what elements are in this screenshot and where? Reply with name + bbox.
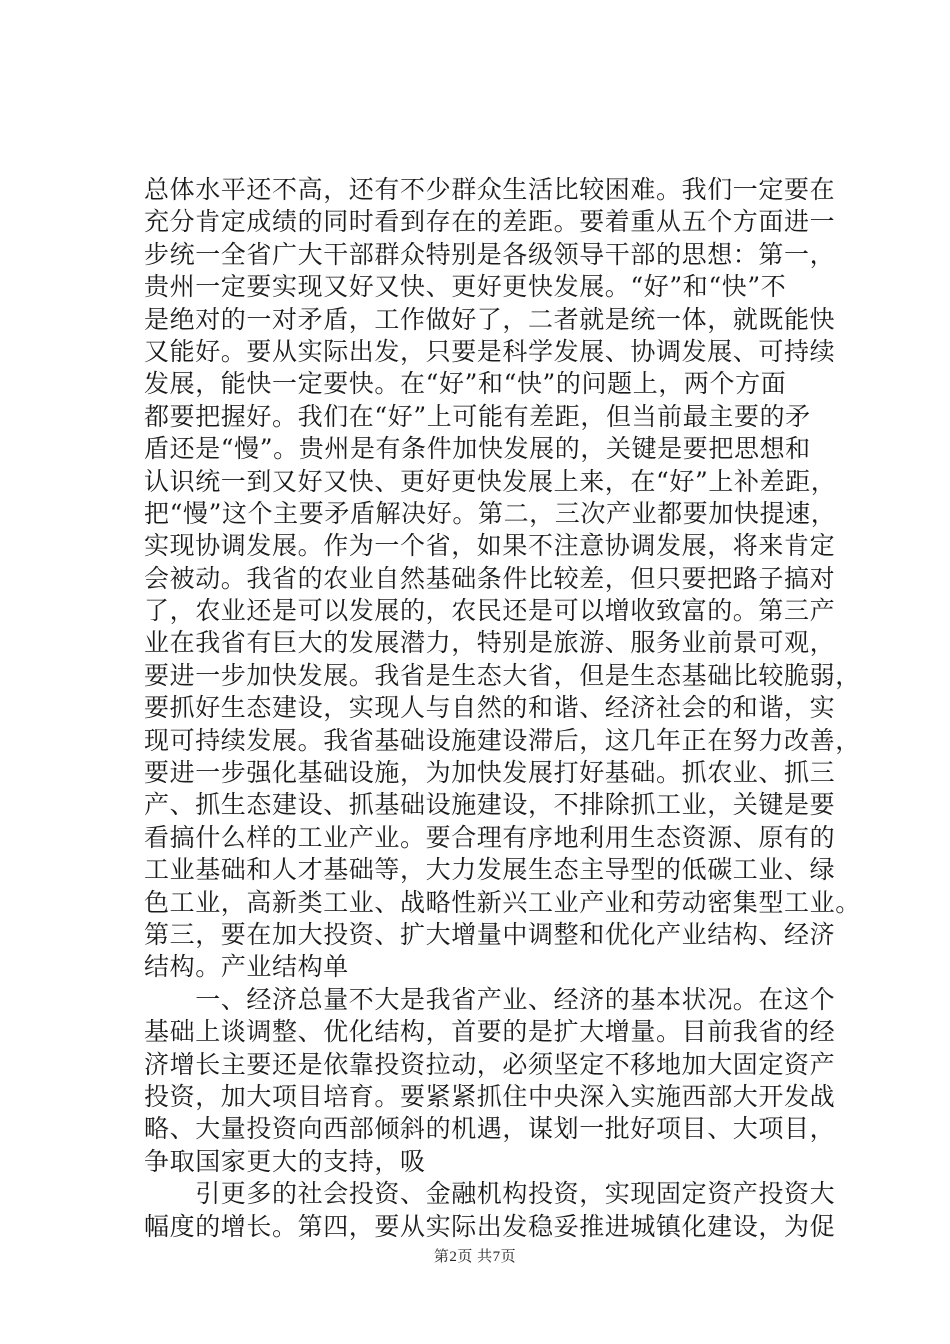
text-line: 总体水平还不高，还有不少群众生活比较困难。我们一定要在 bbox=[144, 175, 836, 204]
text-line: 产、抓生态建设、抓基础设施建设，不排除抓工业，关键是要 bbox=[144, 790, 836, 820]
text-line: 一、经济总量不大是我省产业、经济的基本状况。在这个 bbox=[144, 984, 836, 1014]
text-line: 实现协调发展。作为一个省，如果不注意协调发展，将来肯定 bbox=[144, 531, 836, 561]
text-line: 要进一步强化基础设施，为加快发展打好基础。抓农业、抓三 bbox=[144, 758, 836, 788]
page-footer: 第2页 共7页 bbox=[433, 1249, 517, 1265]
text-line: 要进一步加快发展。我省是生态大省，但是生态基础比较脆弱， bbox=[144, 660, 861, 690]
text-line: 略、大量投资向西部倾斜的机遇，谋划一批好项目、大项目， bbox=[144, 1114, 836, 1144]
text-line: 幅度的增长。第四，要从实际出发稳妥推进城镇化建设，为促 bbox=[144, 1211, 836, 1241]
text-line: 把“慢”这个主要矛盾解决好。第二，三次产业都要加快提速， bbox=[144, 498, 837, 528]
text-line: 发展，能快一定要快。在“好”和“快”的问题上，两个方面 bbox=[144, 369, 787, 399]
text-line: 第三，要在加大投资、扩大增量中调整和优化产业结构、经济 bbox=[144, 919, 836, 949]
body-text bbox=[144, 174, 861, 1243]
text-line: 引更多的社会投资、金融机构投资，实现固定资产投资大 bbox=[144, 1179, 836, 1209]
text-line: 充分肯定成绩的同时看到存在的差距。要着重从五个方面进一 bbox=[144, 207, 836, 237]
text-line: 步统一全省广大干部群众特别是各级领导干部的思想：第一， bbox=[144, 239, 836, 269]
text-line: 结构。产业结构单 bbox=[144, 952, 349, 982]
text-line: 认识统一到又好又快、更好更快发展上来，在“好”上补差距， bbox=[144, 466, 837, 496]
text-line: 要抓好生态建设，实现人与自然的和谐、经济社会的和谐，实 bbox=[144, 693, 836, 723]
text-line: 色工业，高新类工业、战略性新兴工业产业和劳动密集型工业。 bbox=[144, 887, 861, 917]
text-line: 基础上谈调整、优化结构，首要的是扩大增量。目前我省的经 bbox=[144, 1017, 836, 1047]
text-line: 现可持续发展。我省基础设施建设滞后，这几年正在努力改善， bbox=[144, 725, 861, 755]
text-line: 争取国家更大的支持，吸 bbox=[144, 1146, 426, 1176]
text-line: 都要把握好。我们在“好”上可能有差距，但当前最主要的矛 bbox=[144, 401, 811, 431]
text-line: 是绝对的一对矛盾，工作做好了，二者就是统一体，就既能快 bbox=[144, 304, 836, 334]
text-line: 投资，加大项目培育。要紧紧抓住中央深入实施西部大开发战 bbox=[144, 1081, 836, 1111]
text-line: 了，农业还是可以发展的，农民还是可以增收致富的。第三产 bbox=[144, 596, 836, 626]
text-line: 盾还是“慢”。贵州是有条件加快发展的，关键是要把思想和 bbox=[144, 434, 811, 464]
text-line: 看搞什么样的工业产业。要合理有序地利用生态资源、原有的 bbox=[144, 822, 836, 852]
text-line: 又能好。要从实际出发，只要是科学发展、协调发展、可持续 bbox=[144, 336, 836, 366]
text-line: 工业基础和人才基础等，大力发展生态主导型的低碳工业、绿 bbox=[144, 855, 836, 885]
text-line: 济增长主要还是依靠投资拉动，必须坚定不移地加大固定资产 bbox=[144, 1049, 836, 1079]
text-line: 贵州一定要实现又好又快、更好更快发展。“好”和“快”不 bbox=[144, 272, 787, 302]
text-line: 业在我省有巨大的发展潜力，特别是旅游、服务业前景可观， bbox=[144, 628, 836, 658]
text-line: 会被动。我省的农业自然基础条件比较差，但只要把路子搞对 bbox=[144, 563, 836, 593]
